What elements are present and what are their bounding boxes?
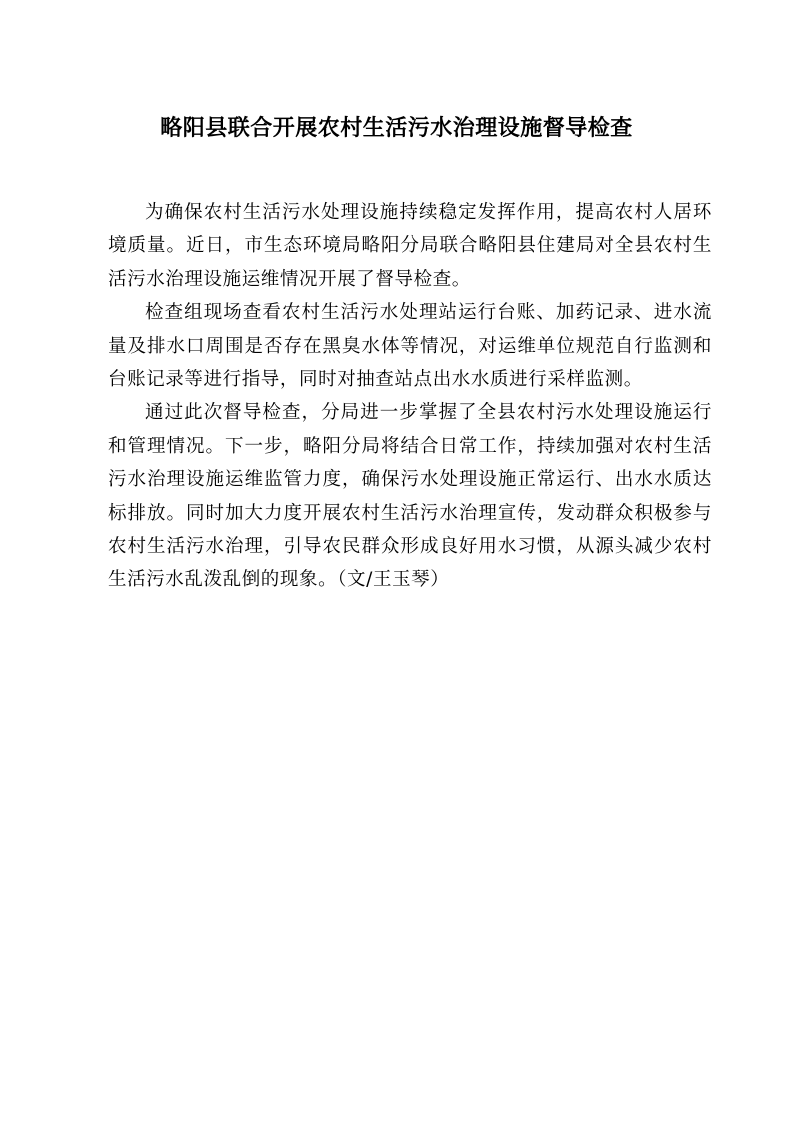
document-title: 略阳县联合开展农村生活污水治理设施督导检查 [160, 116, 633, 141]
document-body [108, 196, 712, 597]
paragraph-2: 检查组现场查看农村生活污水处理站运行台账、加药记录、进水流量及排水口周围是否存在黑臭水体等情况，对运维单位规范自行监测和台账记录等进行指导，同时对抽查站点出水水质进行采样监测。 [108, 302, 712, 391]
paragraph-3: 通过此次督导检查，分局进一步掌握了全县农村污水处理设施运行和管理情况。下一步，略阳分局将结合日常工作，持续加强对农村生活污水治理设施运维监管力度，确保污水处理设施正常运行、出水水质达标排放。同时加大力度开展农村生活污水治理宣传，发动群众积极参与农村生活污水治理，引导农民群众形成良好用水习惯，从源头减少农村生活污水乱泼乱倒的现象。（文/王玉琴） [108, 402, 712, 591]
paragraph-1: 为确保农村生活污水处理设施持续稳定发挥作用，提高农村人居环境质量。近日，市生态环境局略阳分局联合略阳县住建局对全县农村生活污水治理设施运维情况开展了督导检查。 [108, 202, 712, 290]
